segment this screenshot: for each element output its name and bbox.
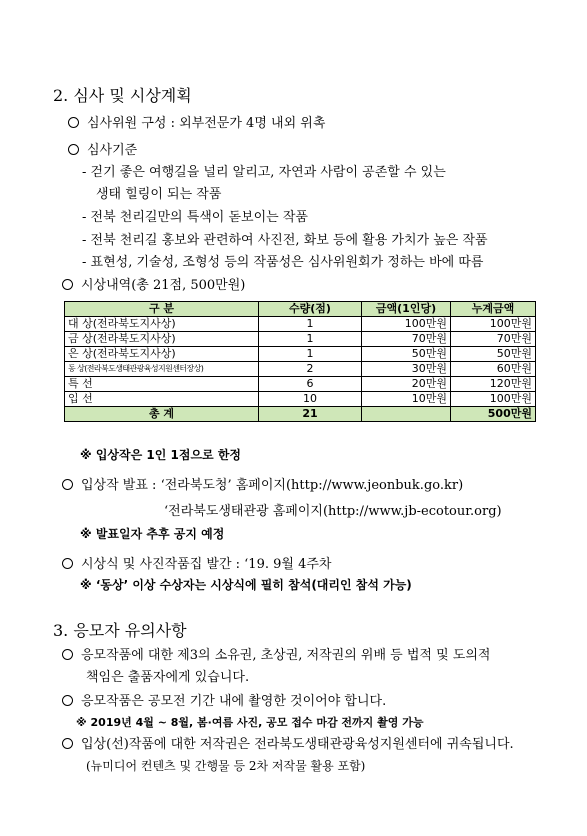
cell-amount: 70만원 [362, 332, 451, 347]
table-row [65, 362, 536, 377]
criteria-line: - 걷기 좋은 여행길을 널리 알리고, 자연과 사람이 공존할 수 있는 [82, 165, 446, 180]
notice-2-note: ※ 2019년 4월 ~ 8월, 봄·여름 사진, 공모 접수 마감 전까지 촬영 가능 [76, 716, 424, 729]
table-row [65, 317, 536, 332]
table-row [65, 332, 536, 347]
circle-bullet-icon [62, 695, 73, 706]
cell-category: 입 선 [65, 392, 259, 407]
note-ceremony: ※ ‘동상’ 이상 수상자는 시상식에 필히 참석(대리인 참석 가능) [80, 578, 412, 592]
cell-cumulative: 70만원 [451, 332, 536, 347]
section2-title: 2. 심사 및 시상계획 [53, 86, 192, 105]
announce-line2: ‘전라북도생태관광 홈페이지(http://www.jb-ecotour.org) [164, 504, 502, 519]
cell-cumulative: 120만원 [451, 377, 536, 392]
announce-item [62, 474, 463, 493]
committee-item [68, 112, 325, 131]
committee-text: 심사위원 구성 : 외부전문가 4명 내외 위촉 [87, 116, 326, 131]
notice-2-text: 응모작품은 공모전 기간 내에 촬영한 것이어야 합니다. [81, 694, 387, 709]
cell-category: 대 상(전라북도지사상) [65, 317, 259, 332]
cell-cumulative: 50만원 [451, 347, 536, 362]
ceremony-item [62, 553, 331, 572]
cell-category: 특 선 [65, 377, 259, 392]
cell-quantity: 2 [259, 362, 362, 377]
notice-3-note: (뉴미디어 컨텐츠 및 간행물 등 2차 저작물 활용 포함) [86, 759, 366, 773]
criteria-line: 생태 힐링이 되는 작품 [96, 187, 222, 202]
header-quantity: 수량(점) [259, 302, 362, 317]
cell-quantity: 1 [259, 347, 362, 362]
cell-amount: 100만원 [362, 317, 451, 332]
criteria-title-item [68, 139, 137, 158]
criteria-line: - 전북 천리길 홍보와 관련하여 사진전, 화보 등에 활용 가치가 높은 작품 [82, 233, 488, 248]
header-category: 구 분 [65, 302, 259, 317]
total-quantity: 21 [259, 407, 362, 422]
cell-amount: 30만원 [362, 362, 451, 377]
ceremony-text: 시상식 및 사진작품집 발간 : ‘19. 9월 4주차 [81, 557, 332, 572]
table-header-row [65, 302, 536, 317]
cell-category: 금 상(전라북도지사상) [65, 332, 259, 347]
awards-title: 시상내역(총 21점, 500만원) [81, 278, 246, 293]
notice-item-2 [62, 690, 386, 709]
cell-category: 은 상(전라북도지사상) [65, 347, 259, 362]
note-date: ※ 발표일자 추후 공지 예정 [80, 527, 225, 541]
circle-bullet-icon [68, 144, 79, 155]
cell-quantity: 1 [259, 317, 362, 332]
cell-cumulative: 100만원 [451, 317, 536, 332]
circle-bullet-icon [68, 117, 79, 128]
total-amount [362, 407, 451, 422]
cell-cumulative: 100만원 [451, 392, 536, 407]
awards-table [64, 301, 536, 422]
notice-1-line2: 책임은 출품자에게 있습니다. [86, 670, 250, 685]
circle-bullet-icon [62, 649, 73, 660]
notice-3-text: 입상(선)작품에 대한 저작권은 전라북도생태관광육성지원센터에 귀속됩니다. [81, 737, 514, 752]
total-label: 총 계 [65, 407, 259, 422]
criteria-line: - 전북 천리길만의 특색이 돋보이는 작품 [82, 210, 308, 225]
table-total-row [65, 407, 536, 422]
awards-title-item [62, 274, 245, 293]
cell-quantity: 6 [259, 377, 362, 392]
table-row [65, 377, 536, 392]
header-cumulative: 누계금액 [451, 302, 536, 317]
cell-category: 동 상(전라북도생태관광육성지원센터장상) [65, 362, 259, 377]
circle-bullet-icon [62, 279, 73, 290]
cell-amount: 10만원 [362, 392, 451, 407]
section3-title: 3. 응모자 유의사항 [53, 621, 187, 640]
circle-bullet-icon [62, 558, 73, 569]
cell-quantity: 10 [259, 392, 362, 407]
notice-item-1 [62, 644, 490, 663]
circle-bullet-icon [62, 738, 73, 749]
cell-amount: 50만원 [362, 347, 451, 362]
criteria-line: - 표현성, 기술성, 조형성 등의 작품성은 심사위원회가 정하는 바에 따름 [82, 255, 484, 270]
notice-item-3 [62, 733, 514, 752]
criteria-title: 심사기준 [87, 143, 138, 158]
header-amount: 금액(1인당) [362, 302, 451, 317]
table-row [65, 347, 536, 362]
total-cumulative: 500만원 [451, 407, 536, 422]
note-limit: ※ 입상작은 1인 1점으로 한정 [80, 448, 241, 462]
cell-quantity: 1 [259, 332, 362, 347]
announce-text: 입상작 발표 : ‘전라북도청’ 홈페이지(http://www.jeonbuk.go.kr) [81, 478, 464, 493]
cell-cumulative: 60만원 [451, 362, 536, 377]
circle-bullet-icon [62, 479, 73, 490]
cell-amount: 20만원 [362, 377, 451, 392]
notice-1-line1: 응모작품에 대한 제3의 소유권, 초상권, 저작권의 위배 등 법적 및 도의적 [81, 648, 491, 663]
table-row [65, 392, 536, 407]
